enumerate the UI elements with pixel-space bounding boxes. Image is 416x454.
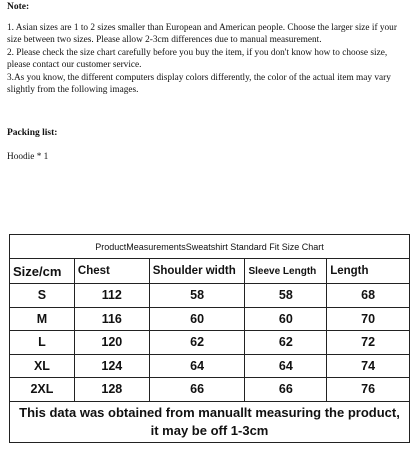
header-length: Length: [327, 259, 410, 284]
cell-shoulder: 62: [149, 331, 245, 355]
cell-sleeve: 66: [245, 378, 327, 402]
size-chart-caption-row: [10, 235, 410, 259]
cell-length: 76: [327, 378, 410, 402]
size-chart-caption: ProductMeasurementsSweatshirt Standard Fit Size Chart: [10, 235, 410, 259]
cell-size: S: [10, 284, 75, 308]
cell-chest: 128: [74, 378, 149, 402]
cell-size: 2XL: [10, 378, 75, 402]
cell-size: L: [10, 331, 75, 355]
header-chest: Chest: [74, 259, 149, 284]
cell-sleeve: 58: [245, 284, 327, 308]
note-line-1: 1. Asian sizes are 1 to 2 sizes smaller than European and American people. Choose the larger size if your size between two sizes. Please allow 2-3cm differences due to manual measurement.: [7, 23, 397, 46]
cell-sleeve: 62: [245, 331, 327, 355]
table-row: [10, 354, 410, 378]
cell-size: XL: [10, 354, 75, 378]
size-chart-footer: [10, 401, 410, 442]
note-line-2: 2. Please check the size chart carefully before you buy the item, if you don't know how to choose size, please contact our customer service.: [7, 47, 388, 71]
cell-shoulder: 60: [149, 307, 245, 331]
table-row: [10, 331, 410, 355]
footer-line-2: it may be off 1-3cm: [150, 422, 269, 438]
note-body: [7, 22, 409, 96]
table-row: [10, 378, 410, 402]
size-chart-header-row: [10, 259, 410, 284]
cell-length: 72: [327, 331, 410, 355]
size-chart-footer-row: [10, 401, 410, 442]
cell-chest: 112: [74, 284, 149, 308]
cell-size: M: [10, 307, 75, 331]
cell-length: 74: [327, 354, 410, 378]
cell-length: 68: [327, 284, 410, 308]
footer-line-1: This data was obtained from manuallt measuring the product,: [19, 404, 400, 420]
cell-shoulder: 66: [149, 378, 245, 402]
cell-chest: 120: [74, 331, 149, 355]
cell-chest: 124: [74, 354, 149, 378]
cell-sleeve: 64: [245, 354, 327, 378]
header-shoulder-width: Shoulder width: [149, 259, 245, 284]
table-row: [10, 307, 410, 331]
cell-shoulder: 64: [149, 354, 245, 378]
packing-list-title: Packing list:: [7, 128, 58, 138]
table-row: [10, 284, 410, 308]
cell-chest: 116: [74, 307, 149, 331]
packing-list-item: Hoodie * 1: [7, 152, 49, 162]
cell-length: 70: [327, 307, 410, 331]
header-sleeve-length: Sleeve Length: [245, 259, 327, 284]
header-size: Size/cm: [10, 259, 75, 284]
size-chart-table: [9, 234, 410, 443]
note-line-3: 3.As you know, the different computers display colors differently, the color of the actual item may vary slightly from the following images.: [7, 72, 391, 96]
cell-sleeve: 60: [245, 307, 327, 331]
cell-shoulder: 58: [149, 284, 245, 308]
note-title: Note:: [7, 2, 30, 12]
